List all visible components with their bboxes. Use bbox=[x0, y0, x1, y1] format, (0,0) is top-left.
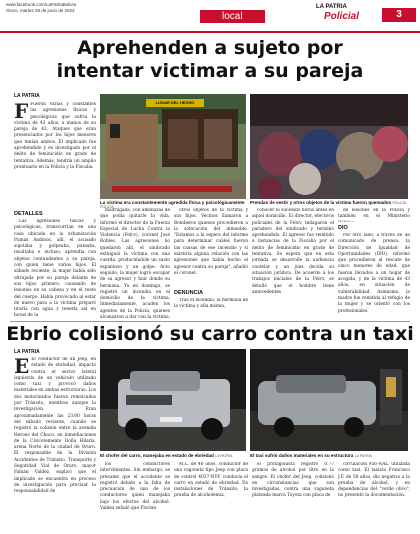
story1-col5b: Por otro lado, a través de un comunicado de prensa, la Dirección de Igualdad de Oportunidades (DIO), informó que procedieron al rescate de cinco menores de edad, que fueron llevados a un hogar de acogida, y de la víctima de 43 años, en situación de vulnerabilidad. Asimismo, la madre fue remitida al refugio de la mujer y se orientó con los profesionales. bbox=[338, 233, 410, 314]
story2-col2: los conductores intervinientes. Sin embargo, se presume que el accidente se registró debido a la falta de precaución de uno de los conductores quien manejaba bajo los efectos del alcohol. Valdez señaló que Florián bbox=[100, 462, 170, 512]
story1-col5: de lesiones en la Policía y también en el Ministerio bbox=[338, 208, 410, 220]
dropcap-2: E bbox=[14, 357, 30, 378]
burned-clothes-photo-illustration bbox=[250, 94, 408, 199]
dropcap: F bbox=[14, 102, 29, 123]
header-meta bbox=[6, 2, 76, 14]
logo-bottom: Policial bbox=[324, 11, 360, 22]
story2-photo2-credit: LA PATRIA bbox=[354, 454, 372, 458]
story1-col3: otros objetos de la víctima y sus hijos. Vecinos llamaron a Bomberos quienes procedieron a la sofocación del inmueble. "Estamos a la espera del informe para determinar cuáles fueron las causas de ese incendio y si existiría alguna relación con las agresiones que había hecho el agresor contra su pareja", añadió el coronel. bbox=[174, 208, 248, 276]
page-number: 3 bbox=[382, 8, 416, 22]
story2-photo2-caption: El taxi sufrió daños materiales en su estructura LA PATRIA bbox=[250, 453, 372, 458]
story2-col1: E El conductor de un Jeep, en estado de ebriedad, impactó contra el sector lateral izquierdo de un vehículo utilizado como taxi y provocó daños materiales en ambas estructuras. Los dos motorizados fueron remolcados por Tránsito, mientras aunque la investigación. Eran aproximadamente las 23:00 horas del sábado reciente, cuando se registró la colisión entre la avenida Heroes del Chaco, en inmediaciones de la Cívicotemente Doña Hilaria, arena Norte de la ciudad de Oruro. El responsable de la División Accidentes de Tránsito, Transporte y Seguridad Vial de Oruro, mayor Fabián Valdez, explicó que el implicado se encuentra en proceso de investigación para precisar la responsabilidad de bbox=[14, 357, 96, 495]
story2-headline: Ebrio colisionó su carro contra un taxi bbox=[6, 323, 414, 345]
subhead-dio: DIO bbox=[338, 225, 348, 231]
section-label: local bbox=[200, 10, 265, 23]
story1-col4: conocer lo sucedido horas antes en aquel domicilio. El director, efectivos policiales de la Felcv, indagaron el paradero del sindicado y terminó aprehendido. El agresor fue remitido a instancias de la Fiscalía por el delito de feminicidio en grado de tentativa. Se espera que en esta jornada se desarrolle la audiencia cautelar y un juez decida su situación jurídica. De acuerdo a los trabajos iniciales de la Felcv, se detalló que el hombre tiene antecedentes bbox=[252, 208, 334, 295]
jeep-photo-illustration bbox=[100, 349, 246, 451]
story1-headline-line2: intentar victimar a su pareja bbox=[56, 60, 364, 82]
story1-headline bbox=[0, 37, 420, 83]
story2-photo-jeep bbox=[100, 349, 246, 451]
taxi-photo-illustration bbox=[250, 349, 408, 451]
logo-top: LA PATRIA bbox=[316, 4, 347, 10]
story2-col3: M.L. de 40 años, conductor de una vagoneta tipo Jeep con placa de control 4037-NYF, conducía el carro en estado de ebriedad. En instalaciones de Tránsito, la prueba de alcoholemia, bbox=[174, 462, 248, 499]
story1-headline-line1: Aprehenden a sujeto por bbox=[77, 37, 343, 59]
photo2-credit: POLICÍA bbox=[392, 201, 407, 205]
story1-col1b: Las agresiones físicas y psicológicas, transcurrían en una casa ubicada en la urbanización Pumas Andinos, allí, el acusado sujetaba y golpeaba, pateaba, insultaba e incluso, aprendía con objetos contundentes a su pareja, con quien tiene varios hijos. El sábado reciente, la mujer había sido ultrajada por su pareja delante de sus hijos primero, causando de lesiones en su cabeza y en el resto del cuerpo. Había provocado al estar de nuevo para a la víctima preparó tirarla con agua y tenerla así en horas de la bbox=[14, 219, 96, 319]
story2-kicker: LA PATRIA bbox=[14, 349, 40, 355]
issue-date: Oruro, martes 28 de junio de 2022 bbox=[6, 8, 75, 13]
story1-col2: madrugada, con amenazas de que podía quitarle la vida, informó el director de la Fuerza Especial de Lucha Contra la Violencia (Felcv), coronel José Robles. Las agresiones no quedaron allí, el sindicado extinguió la víctima con una cuerda, produciéndole un susto espantoso y un golpe. Acto seguido, la mujer logró escapar de su agresor y huir donde su hermana. Ya en domingo, se registró un incendio en el domicilio de la víctima. Inmediatamente, acuden los agentes de la Policía, quienes alcanzaron a dar con la víctima. bbox=[100, 208, 170, 319]
story2-col5: circulación 956-NAL, utilizada como taxi. El taxista Francisco J.F. de 58 años, dio negativo a la prueba de alcohol, y en dependencias del "verde olivo", no presentó la documentación. bbox=[338, 462, 410, 499]
place-sign: LUGAR DEL HECHO bbox=[146, 99, 204, 107]
subhead-denuncia: DENUNCIA bbox=[174, 290, 204, 296]
story2-col4: el protagonista registró 0.77 gramos de alcohol por litro en la sangre. El chofer del Jeep, colisionó en circunstancias que son investigadas, contra una vagoneta plateada marca Toyota con placa de bbox=[252, 462, 334, 499]
story1-col1: F Fueron varias y constantes las agresiones físicas y psicológicas que sufría la víctima de 43 años, a manos de su pareja de 42. Ataques que eran presenciados por los hijos menores que tenían ambos. El implicado fue aprehendido y es investigado por el delito de feminicidio en grado de tentativa. Además, tendría un amplio prontuario en la Policía y la Fiscalía. bbox=[14, 102, 96, 170]
story1-photo2-caption: Prendas de vestir y otros objetos de la víctima fueron quemados POLICÍA bbox=[250, 200, 407, 205]
story2-photo1-caption: El chofer del carro, manejaba en estado de ebriedad LA PATRIA bbox=[100, 453, 233, 458]
story1-kicker: LA PATRIA bbox=[14, 93, 40, 99]
subhead-detalles: DETALLES bbox=[14, 211, 43, 217]
story1-photo1-caption: La víctima era constantemente agredida física y psicológicamente bbox=[100, 200, 245, 205]
story2-photo1-credit: LA PATRIA bbox=[215, 454, 233, 458]
story2-photo-taxi bbox=[250, 349, 408, 451]
story1-photo-clothes bbox=[250, 94, 408, 199]
photo1-credit: POLICÍA bbox=[100, 205, 114, 209]
house-photo-illustration bbox=[100, 94, 246, 199]
site-url: www.facebook.com/LaPatriaBolivia bbox=[6, 2, 77, 7]
header-rule bbox=[0, 31, 420, 33]
story1-col3b: Tras el incendio, la hermana de la víctima y ella misma, bbox=[174, 298, 248, 310]
story1-photo-house bbox=[100, 94, 246, 199]
